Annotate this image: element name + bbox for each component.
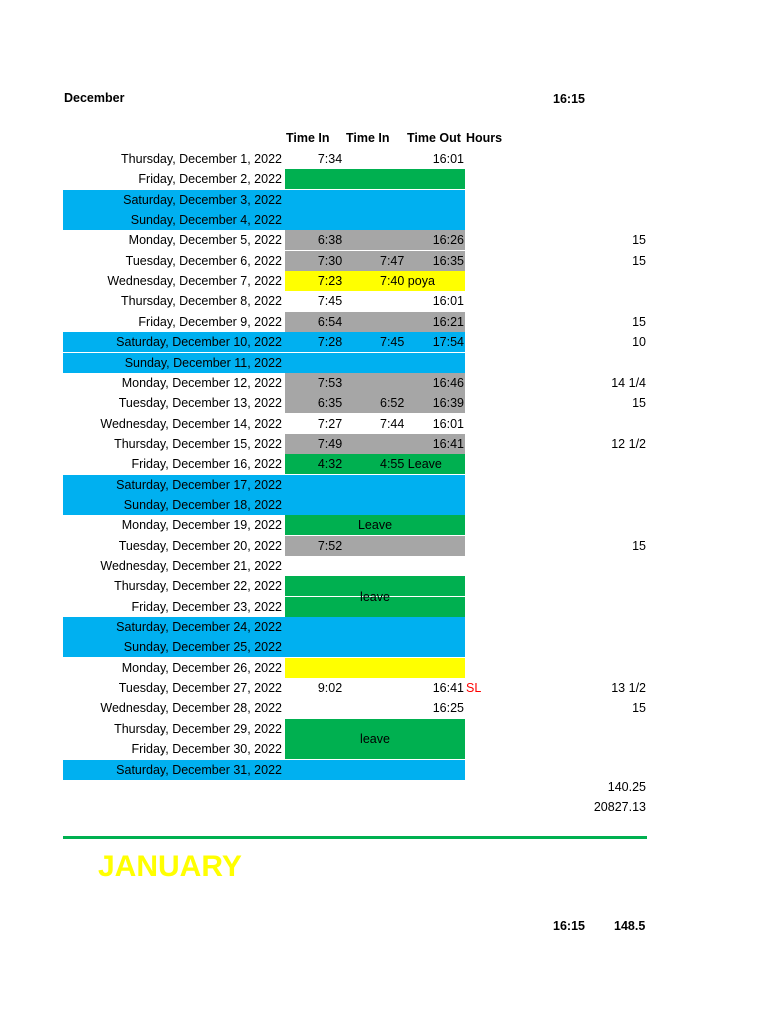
hours-cell: 10 xyxy=(632,335,646,350)
time-in-cell: 7:53 xyxy=(317,375,343,390)
date-cell: Thursday, December 15, 2022 xyxy=(114,436,282,451)
row-fill xyxy=(285,658,465,678)
date-cell: Wednesday, December 21, 2022 xyxy=(100,559,282,573)
table-row xyxy=(0,393,768,413)
date-cell: Monday, December 5, 2022 xyxy=(128,233,282,248)
column-header-time-in-2: Time In xyxy=(346,131,390,145)
time-in-2-cell: 4:55 Leave xyxy=(380,457,442,472)
time-in-cell: 4:32 xyxy=(317,457,343,472)
date-cell: Sunday, December 11, 2022 xyxy=(124,355,282,370)
hours-cell: 15 xyxy=(632,233,646,248)
january-heading: JANUARY xyxy=(98,850,242,883)
top-time-value: 16:15 xyxy=(553,92,585,106)
time-out-cell: 16:39 xyxy=(432,396,464,411)
table-row xyxy=(0,617,768,637)
hours-cell: 15 xyxy=(632,253,646,268)
date-cell: Thursday, December 29, 2022 xyxy=(114,721,282,736)
date-cell: Saturday, December 17, 2022 xyxy=(116,477,282,492)
hours-cell: 15 xyxy=(632,701,646,716)
time-out-cell: 16:46 xyxy=(432,375,464,390)
time-out-cell: 16:21 xyxy=(432,314,464,329)
date-cell: Monday, December 12, 2022 xyxy=(121,375,282,390)
time-out-cell: 16:26 xyxy=(432,233,464,248)
table-row xyxy=(0,291,768,311)
time-in-2-cell: 7:40 poya xyxy=(380,274,435,289)
section-divider xyxy=(63,836,647,839)
table-row xyxy=(0,536,768,556)
table-row xyxy=(0,414,768,434)
time-in-cell: 9:02 xyxy=(317,681,343,696)
table-row xyxy=(0,454,768,474)
date-cell: Friday, December 2, 2022 xyxy=(138,172,282,187)
time-in-2-cell: 7:45 xyxy=(380,335,405,350)
time-out-cell: 16:01 xyxy=(432,294,464,309)
time-out-cell: 16:01 xyxy=(432,416,464,431)
time-out-cell: 16:35 xyxy=(432,253,464,268)
date-cell: Saturday, December 31, 2022 xyxy=(116,762,282,777)
table-row xyxy=(0,169,768,189)
date-cell: Thursday, December 22, 2022 xyxy=(114,579,282,594)
table-row xyxy=(0,190,768,210)
table-row xyxy=(0,556,768,576)
time-in-cell: 7:52 xyxy=(317,538,343,553)
table-row xyxy=(0,353,768,373)
date-cell: Friday, December 23, 2022 xyxy=(131,599,282,614)
table-row xyxy=(0,271,768,291)
table-row xyxy=(0,760,768,780)
time-in-cell: 7:49 xyxy=(317,436,343,451)
date-cell: Wednesday, December 7, 2022 xyxy=(107,274,282,289)
note-cell: SL xyxy=(466,681,482,696)
table-row xyxy=(0,210,768,230)
column-header-time-in: Time In xyxy=(286,131,330,145)
january-time-value: 16:15 xyxy=(553,919,585,933)
hours-cell: 13 1/2 xyxy=(611,681,646,696)
month-label: December xyxy=(64,91,125,105)
time-in-cell: 7:27 xyxy=(317,416,343,431)
date-cell: Tuesday, December 13, 2022 xyxy=(118,396,282,411)
time-in-2-cell: 6:52 xyxy=(380,396,405,411)
hours-cell: 15 xyxy=(632,314,646,329)
time-out-cell: 16:41 xyxy=(432,436,464,451)
date-cell: Sunday, December 18, 2022 xyxy=(123,497,282,512)
time-in-2-cell: 7:44 xyxy=(380,416,405,431)
column-header-time-out: Time Out xyxy=(407,131,461,145)
table-row xyxy=(0,515,768,535)
table-row xyxy=(0,434,768,454)
date-cell: Sunday, December 25, 2022 xyxy=(123,640,282,655)
date-cell: Friday, December 30, 2022 xyxy=(131,742,282,757)
time-in-cell: 7:45 xyxy=(317,294,343,309)
date-cell: Tuesday, December 20, 2022 xyxy=(118,538,282,553)
table-row xyxy=(0,637,768,657)
time-out-cell: 16:01 xyxy=(432,152,464,166)
time-in-2-cell: 7:47 xyxy=(380,253,405,268)
date-cell: Thursday, December 8, 2022 xyxy=(121,294,282,309)
table-row xyxy=(0,251,768,271)
time-out-cell: 16:41 xyxy=(432,681,464,696)
date-cell: Monday, December 19, 2022 xyxy=(121,518,282,533)
row-fill xyxy=(285,169,465,189)
time-out-cell: 16:25 xyxy=(432,701,464,716)
merged-leave-label: leave xyxy=(360,731,390,746)
column-header-hours: Hours xyxy=(466,131,503,145)
hours-cell: 15 xyxy=(632,538,646,553)
date-cell: Thursday, December 1, 2022 xyxy=(121,152,282,166)
table-row xyxy=(0,475,768,495)
hours-cell: 14 1/4 xyxy=(611,375,646,390)
date-cell: Wednesday, December 14, 2022 xyxy=(100,416,282,431)
date-cell: Saturday, December 24, 2022 xyxy=(116,620,282,635)
january-hours-value: 148.5 xyxy=(614,919,646,933)
time-in-cell: 7:23 xyxy=(317,274,343,289)
date-cell: Saturday, December 10, 2022 xyxy=(116,335,282,350)
hours-cell: 12 1/2 xyxy=(611,436,646,451)
total-hours: 140.25 xyxy=(607,780,646,794)
date-cell: Friday, December 16, 2022 xyxy=(131,457,282,472)
date-cell: Saturday, December 3, 2022 xyxy=(123,192,282,207)
table-row xyxy=(0,230,768,250)
date-cell: Friday, December 9, 2022 xyxy=(138,314,282,329)
total-amount: 20827.13 xyxy=(593,800,646,814)
table-row xyxy=(0,678,768,698)
date-cell: Sunday, December 4, 2022 xyxy=(130,213,282,228)
table-row xyxy=(0,373,768,393)
table-row xyxy=(0,149,768,169)
time-in-cell: 7:30 xyxy=(317,253,343,268)
table-row xyxy=(0,312,768,332)
time-in-cell: 7:34 xyxy=(317,152,343,166)
hours-cell: 15 xyxy=(632,396,646,411)
table-row xyxy=(0,332,768,352)
table-row xyxy=(0,495,768,515)
time-in-cell: 7:28 xyxy=(317,335,343,350)
date-cell: Tuesday, December 27, 2022 xyxy=(118,681,282,696)
leave-cell: Leave xyxy=(357,518,393,533)
time-in-cell: 6:38 xyxy=(317,233,343,248)
table-row xyxy=(0,658,768,678)
date-cell: Monday, December 26, 2022 xyxy=(121,660,282,675)
time-in-cell: 6:54 xyxy=(317,314,343,329)
time-out-cell: 17:54 xyxy=(432,335,464,350)
time-in-cell: 6:35 xyxy=(317,396,343,411)
table-row xyxy=(0,698,768,718)
date-cell: Tuesday, December 6, 2022 xyxy=(125,253,282,268)
date-cell: Wednesday, December 28, 2022 xyxy=(100,701,282,716)
merged-leave-label: leave xyxy=(360,589,390,604)
